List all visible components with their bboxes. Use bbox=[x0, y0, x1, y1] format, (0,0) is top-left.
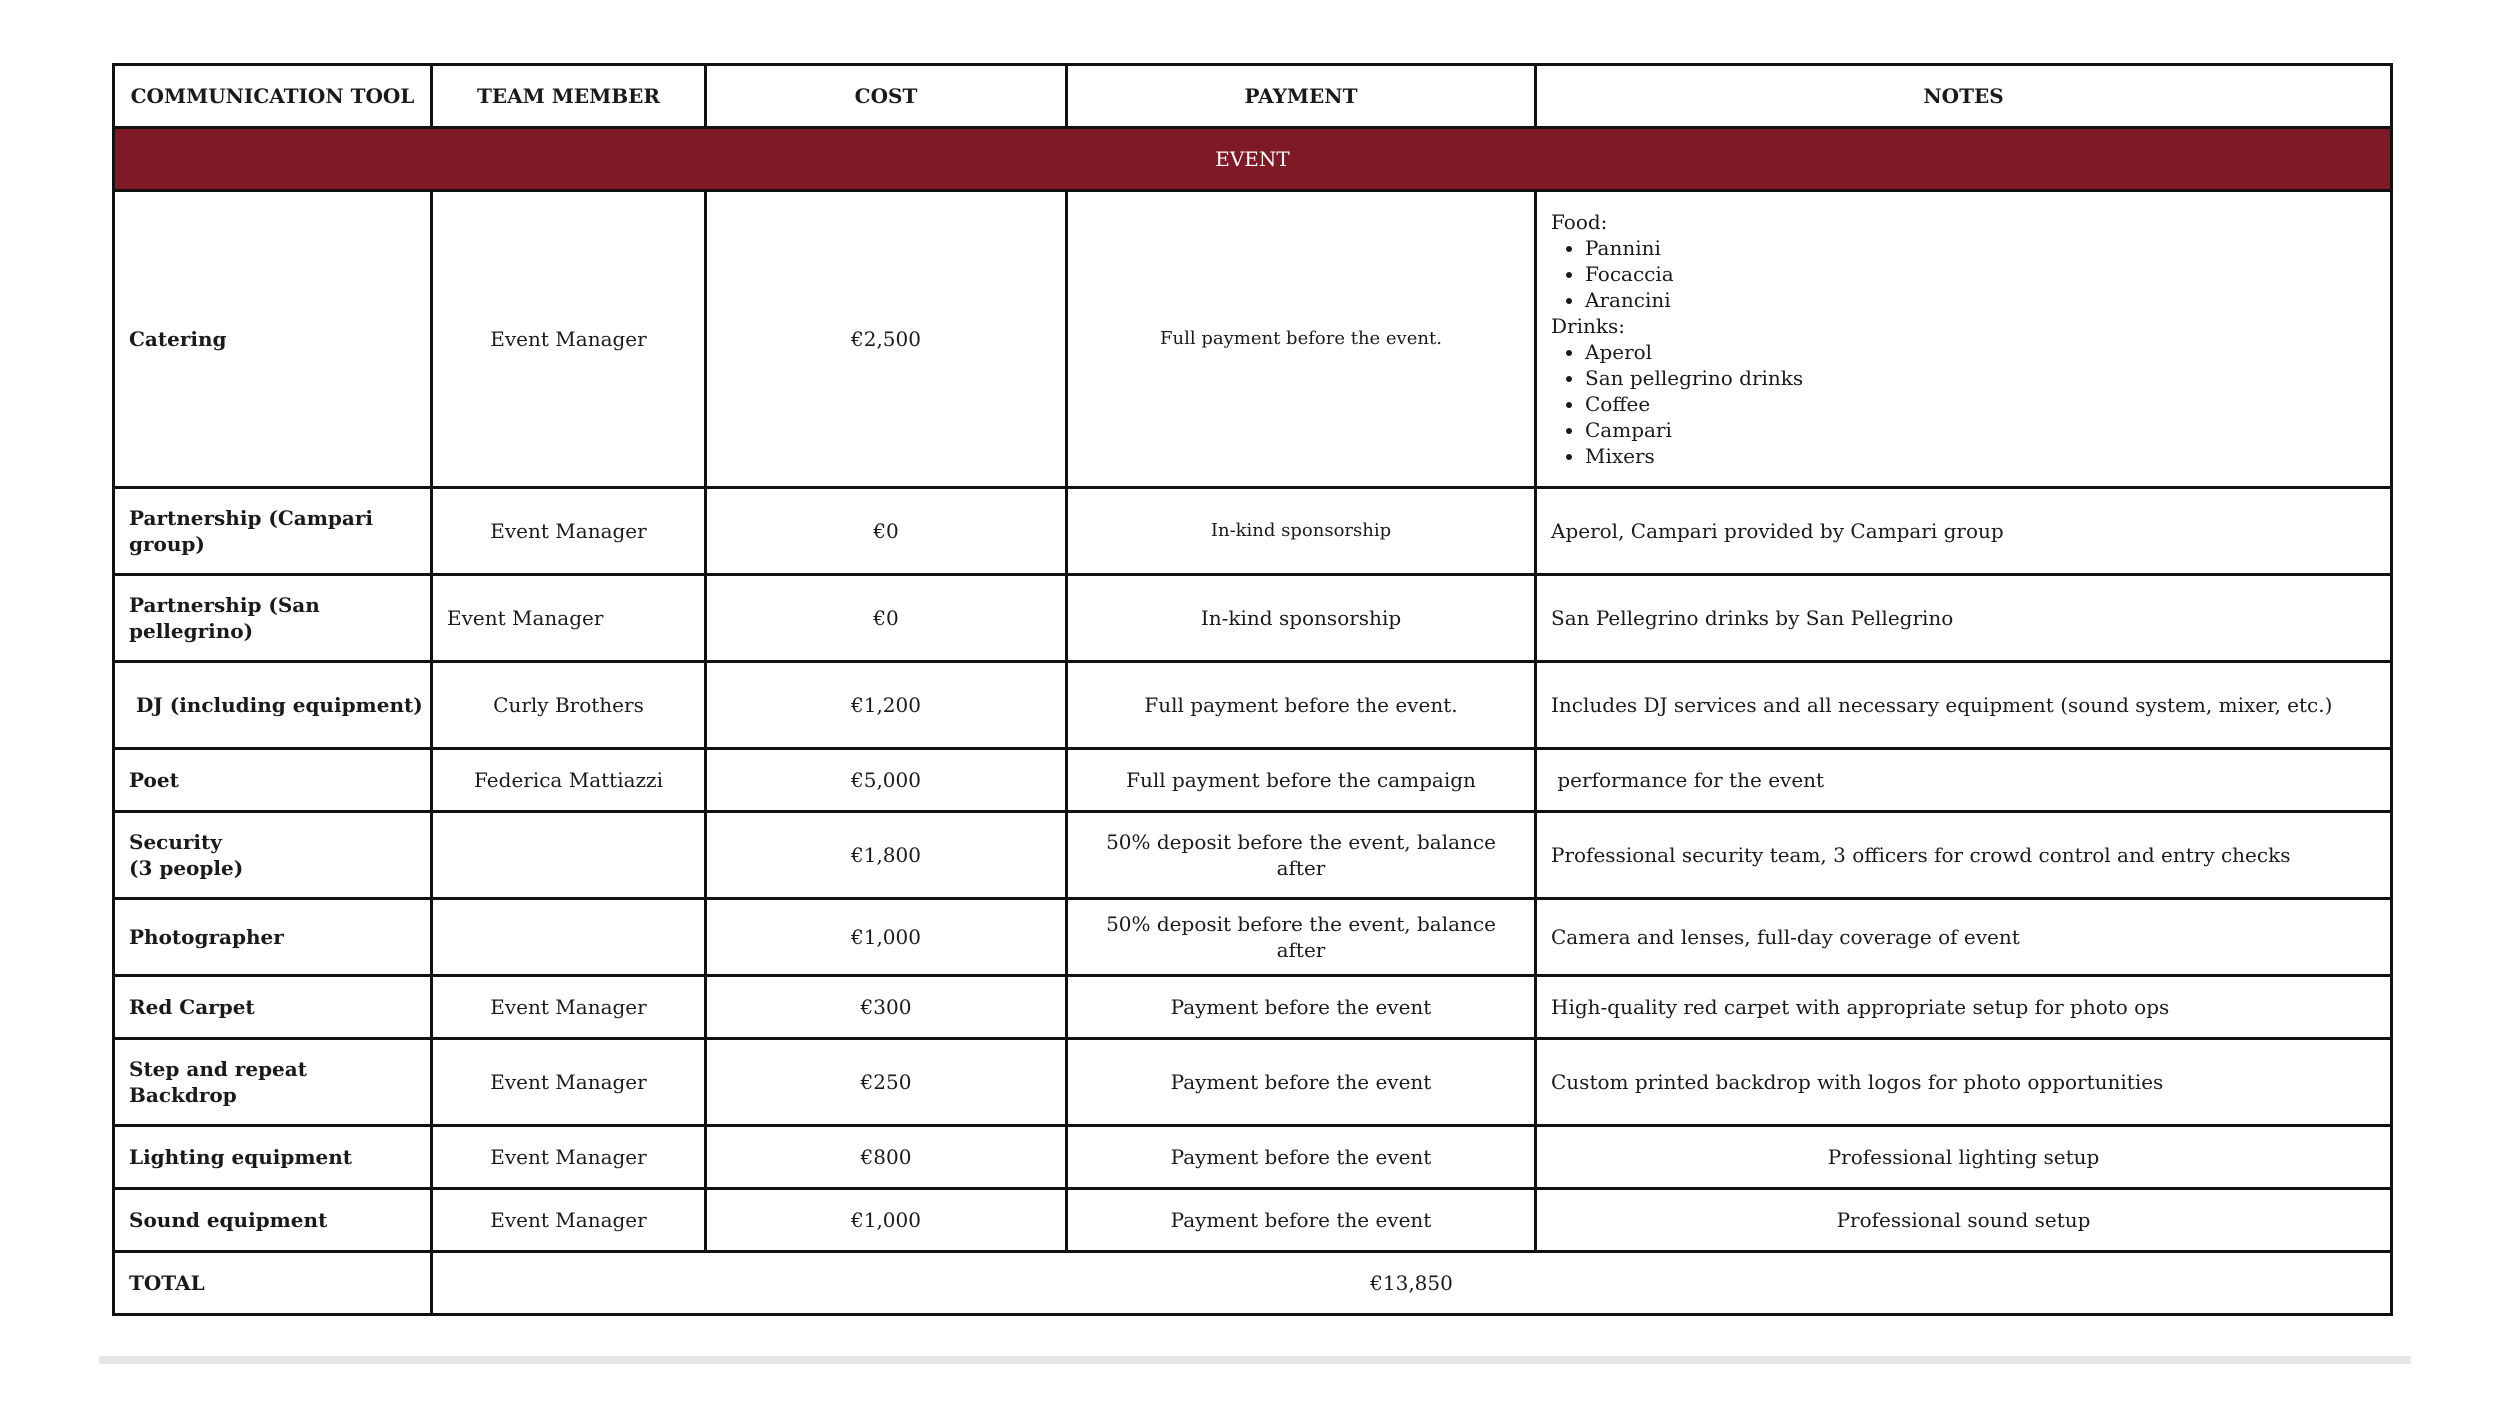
cell-payment: Payment before the event bbox=[1067, 1039, 1536, 1126]
list-item: • Aperol bbox=[1585, 339, 2376, 365]
cell-payment: In-kind sponsorship bbox=[1067, 575, 1536, 662]
header-team-member: TEAM MEMBER bbox=[432, 65, 706, 128]
cell-member: Event Manager bbox=[432, 1189, 706, 1252]
cell-tool: Partnership (Campari group) bbox=[114, 488, 432, 575]
cell-cost: €1,200 bbox=[706, 662, 1067, 749]
cell-member: Event Manager bbox=[432, 575, 706, 662]
cell-member: Event Manager bbox=[432, 488, 706, 575]
cell-payment: Full payment before the campaign bbox=[1067, 749, 1536, 812]
list-item: • Arancini bbox=[1585, 287, 2376, 313]
cell-cost: €1,000 bbox=[706, 899, 1067, 976]
list-item: • San pellegrino drinks bbox=[1585, 365, 2376, 391]
food-list bbox=[1551, 235, 2376, 313]
cell-payment: 50% deposit before the event, balance after bbox=[1067, 899, 1536, 976]
cell-cost: €800 bbox=[706, 1126, 1067, 1189]
list-item: • Focaccia bbox=[1585, 261, 2376, 287]
header-cost: COST bbox=[706, 65, 1067, 128]
cell-member bbox=[432, 812, 706, 899]
table-row-backdrop bbox=[114, 1039, 2392, 1126]
total-label: TOTAL bbox=[114, 1252, 432, 1315]
list-item: • Campari bbox=[1585, 417, 2376, 443]
page-edge-shadow bbox=[99, 1356, 2411, 1364]
cell-notes: Professional security team, 3 officers for crowd control and entry checks bbox=[1536, 812, 2392, 899]
food-label: Food: bbox=[1551, 210, 1608, 234]
table-row-poet bbox=[114, 749, 2392, 812]
cell-member: Curly Brothers bbox=[432, 662, 706, 749]
total-value: €13,850 bbox=[432, 1252, 2392, 1315]
cell-tool: Catering bbox=[114, 191, 432, 488]
header-communication-tool: COMMUNICATION TOOL bbox=[114, 65, 432, 128]
table-row-partnership-san-pellegrino bbox=[114, 575, 2392, 662]
cell-cost: €250 bbox=[706, 1039, 1067, 1126]
drinks-label: Drinks: bbox=[1551, 314, 1625, 338]
section-label: EVENT bbox=[114, 128, 2392, 191]
header-payment: PAYMENT bbox=[1067, 65, 1536, 128]
cell-tool: Sound equipment bbox=[114, 1189, 432, 1252]
cell-cost: €0 bbox=[706, 488, 1067, 575]
cell-cost: €1,000 bbox=[706, 1189, 1067, 1252]
catering-notes bbox=[1551, 195, 2376, 483]
cell-cost: €2,500 bbox=[706, 191, 1067, 488]
cell-notes: Camera and lenses, full-day coverage of event bbox=[1536, 899, 2392, 976]
cell-cost: €0 bbox=[706, 575, 1067, 662]
list-item: • Pannini bbox=[1585, 235, 2376, 261]
cell-member: Event Manager bbox=[432, 1126, 706, 1189]
cell-notes: Professional sound setup bbox=[1536, 1189, 2392, 1252]
cell-notes: Aperol, Campari provided by Campari group bbox=[1536, 488, 2392, 575]
cell-notes bbox=[1536, 191, 2392, 488]
section-row-event bbox=[114, 128, 2392, 191]
header-notes: NOTES bbox=[1536, 65, 2392, 128]
table-row-red-carpet bbox=[114, 976, 2392, 1039]
cell-notes: Professional lighting setup bbox=[1536, 1126, 2392, 1189]
cell-payment: 50% deposit before the event, balance after bbox=[1067, 812, 1536, 899]
table-row-security bbox=[114, 812, 2392, 899]
cell-tool: Partnership (San pellegrino) bbox=[114, 575, 432, 662]
cell-payment: Full payment before the event. bbox=[1067, 191, 1536, 488]
drinks-list bbox=[1551, 339, 2376, 469]
cell-notes: Includes DJ services and all necessary equipment (sound system, mixer, etc.) bbox=[1536, 662, 2392, 749]
cell-member: Event Manager bbox=[432, 1039, 706, 1126]
cell-tool: Lighting equipment bbox=[114, 1126, 432, 1189]
list-item: • Coffee bbox=[1585, 391, 2376, 417]
cell-notes: San Pellegrino drinks by San Pellegrino bbox=[1536, 575, 2392, 662]
cell-payment: Payment before the event bbox=[1067, 1126, 1536, 1189]
cell-cost: €1,800 bbox=[706, 812, 1067, 899]
header-row bbox=[114, 65, 2392, 128]
cell-member: Federica Mattiazzi bbox=[432, 749, 706, 812]
cell-notes: Custom printed backdrop with logos for photo opportunities bbox=[1536, 1039, 2392, 1126]
cell-payment: In-kind sponsorship bbox=[1067, 488, 1536, 575]
tool-line: (3 people) bbox=[129, 856, 244, 880]
table-row-partnership-campari bbox=[114, 488, 2392, 575]
cell-tool: Poet bbox=[114, 749, 432, 812]
cell-notes: High-quality red carpet with appropriate setup for photo ops bbox=[1536, 976, 2392, 1039]
tool-line: Security bbox=[129, 830, 222, 854]
budget-table bbox=[112, 63, 2393, 1316]
table-row-catering bbox=[114, 191, 2392, 488]
cell-member: Event Manager bbox=[432, 191, 706, 488]
cell-tool: Step and repeat Backdrop bbox=[114, 1039, 432, 1126]
table-row-photographer bbox=[114, 899, 2392, 976]
cell-payment: Full payment before the event. bbox=[1067, 662, 1536, 749]
table-row-sound bbox=[114, 1189, 2392, 1252]
list-item: • Mixers bbox=[1585, 443, 2376, 469]
table-row-lighting bbox=[114, 1126, 2392, 1189]
cell-payment: Payment before the event bbox=[1067, 1189, 1536, 1252]
cell-tool: Photographer bbox=[114, 899, 432, 976]
cell-tool bbox=[114, 812, 432, 899]
cell-member: Event Manager bbox=[432, 976, 706, 1039]
cell-tool: DJ (including equipment) bbox=[114, 662, 432, 749]
table-row-total bbox=[114, 1252, 2392, 1315]
cell-notes: performance for the event bbox=[1536, 749, 2392, 812]
table-row-dj bbox=[114, 662, 2392, 749]
cell-payment: Payment before the event bbox=[1067, 976, 1536, 1039]
cell-cost: €5,000 bbox=[706, 749, 1067, 812]
cell-member bbox=[432, 899, 706, 976]
cell-cost: €300 bbox=[706, 976, 1067, 1039]
cell-tool: Red Carpet bbox=[114, 976, 432, 1039]
